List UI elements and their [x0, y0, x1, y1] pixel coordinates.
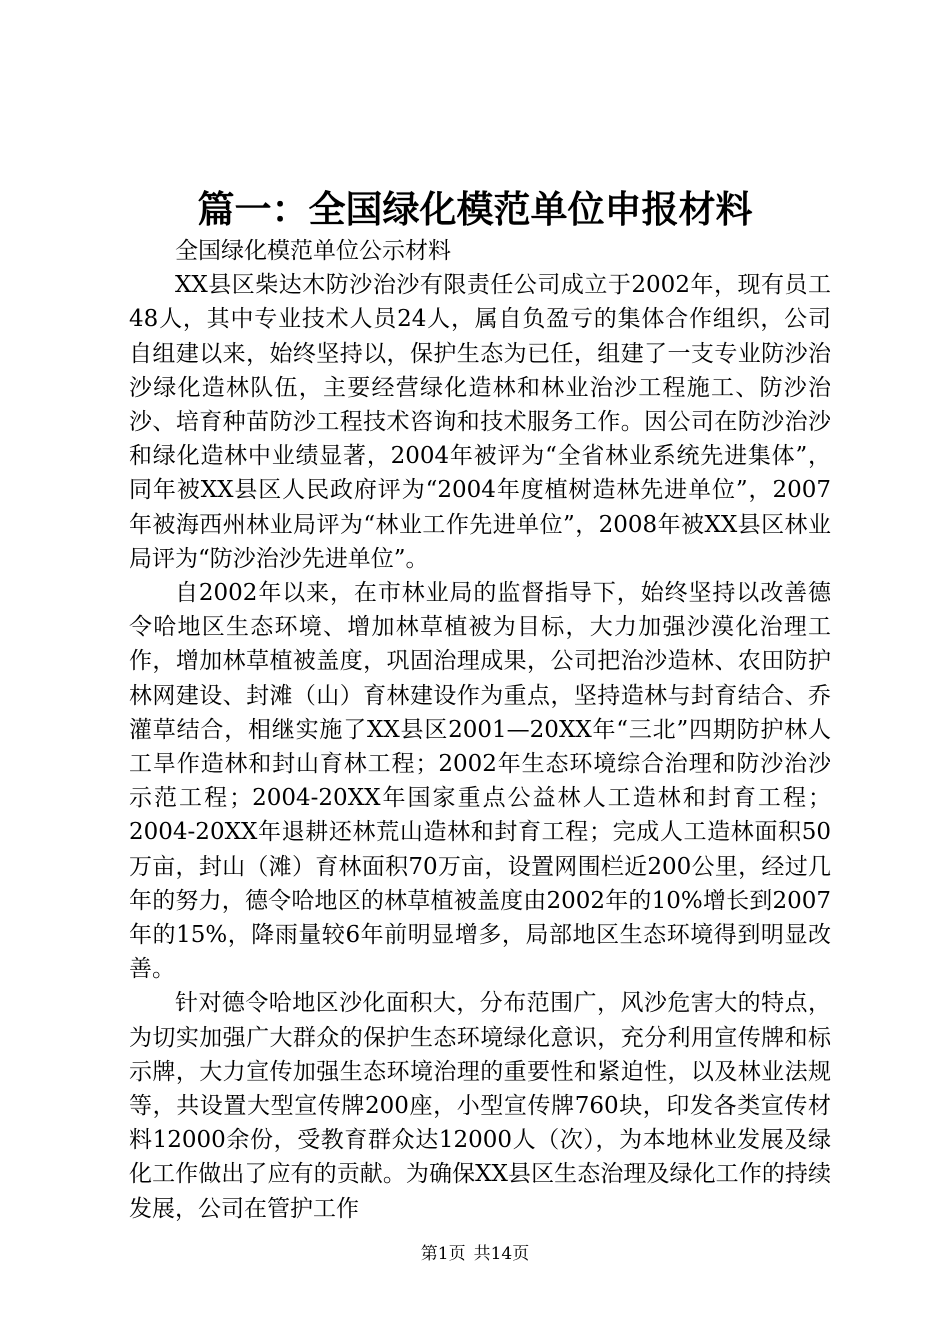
page-footer	[0, 1243, 950, 1265]
paragraph-achievements: 自2002年以来，在市林业局的监督指导下，始终坚持以改善德令哈地区生态环境、增加林草植被为目标，大力加强沙漠化治理工作，增加林草植被盖度，巩固治理成果，公司把治沙造林、农田防护林网建设、封滩（山）育林建设作为重点，坚持造林与封育结合、乔灌草结合，相继实施了XX县区2001—20XX年“三北”四期防护林人工旱作造林和封山育林工程；2002年生态环境综合治理和防沙治沙示范工程；2004-20XX年国家重点公益林人工造林和封育工程；2004-20XX年退耕还林荒山造林和封育工程；完成人工造林面积50万亩，封山（滩）育林面积70万亩，设置网围栏近200公里，经过几年的努力，德令哈地区的林草植被盖度由2002年的10%增长到2007年的15%，降雨量较6年前明显增多，局部地区生态环境得到明显改善。	[129, 580, 831, 983]
document-body	[129, 234, 831, 1226]
paragraph-subtitle: 全国绿化模范单位公示材料	[175, 238, 451, 264]
paragraph-publicity: 针对德令哈地区沙化面积大，分布范围广，风沙危害大的特点，为切实加强广大群众的保护生态环境绿化意识，充分利用宣传牌和标示牌，大力宣传加强生态环境治理的重要性和紧迫性，以及林业法规等，共设置大型宣传牌200座，小型宣传牌760块，印发各类宣传材料12000余份，受教育群众达12000人（次），为本地林业发展及绿化工作做出了应有的贡献。为确保XX县区生态治理及绿化工作的持续发展，公司在管护工作	[129, 990, 831, 1222]
paragraph-company-intro: XX县区柴达木防沙治沙有限责任公司成立于2002年，现有员工48人，其中专业技术人员24人，属自负盈亏的集体合作组织，公司自组建以来，始终坚持以，保护生态为已任，组建了一支专业防沙治沙绿化造林队伍，主要经营绿化造林和林业治沙工程施工、防沙治沙、培育种苗防沙工程技术咨询和技术服务工作。因公司在防沙治沙和绿化造林中业绩显著，2004年被评为“全省林业系统先进集体”，同年被XX县区人民政府评为“2004年度植树造林先进单位”，2007年被海西州林业局评为“林业工作先进单位”，2008年被XX县区林业局评为“防沙治沙先进单位”。	[129, 272, 831, 572]
document-title: 篇一：全国绿化模范单位申报材料	[197, 187, 753, 231]
page-total: 共14页	[473, 1244, 530, 1264]
page-number: 第1页	[420, 1244, 466, 1264]
